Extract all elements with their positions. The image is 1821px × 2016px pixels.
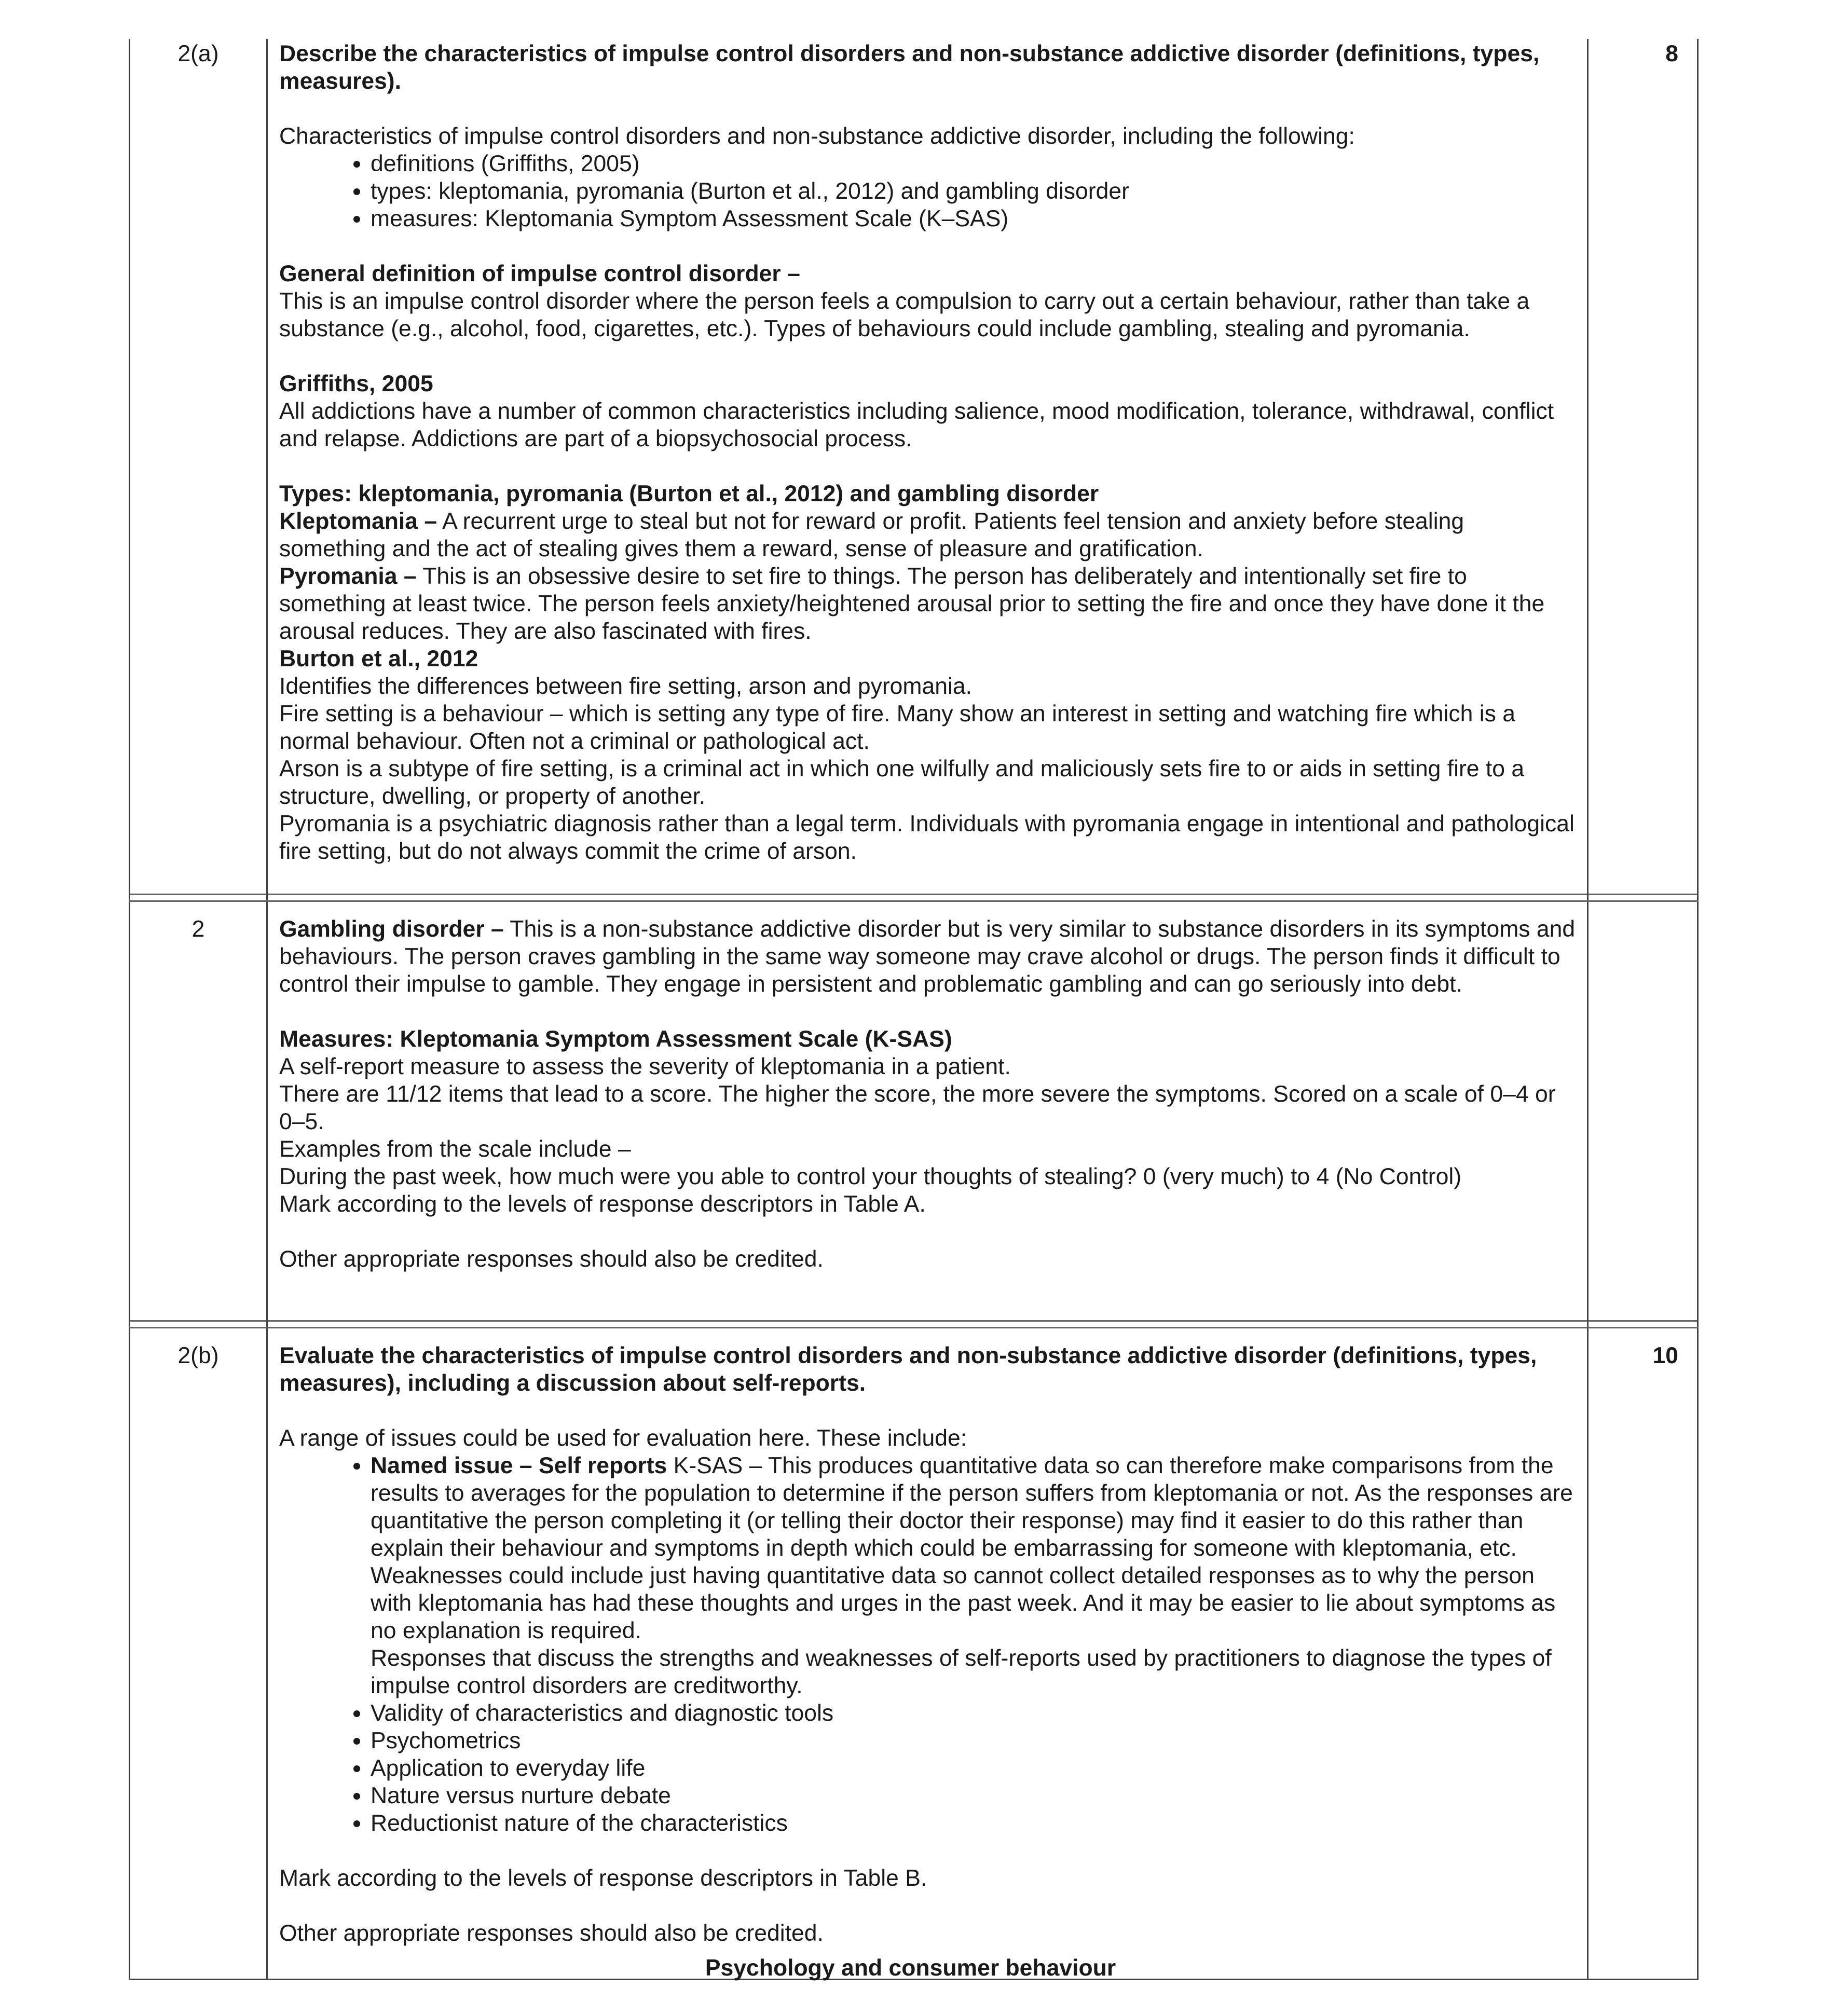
term-label: Kleptomania – [279, 509, 437, 534]
list-item: • types: kleptomania, pyromania (Burton et al., 2012) and gambling disorder [371, 177, 1577, 205]
list-item: • Reductionist nature of the characteristics [371, 1809, 1577, 1837]
answer-intro: Characteristics of impulse control disorders and non-substance addictive disorder, including the following: [279, 124, 1355, 149]
marks-cell: 10 [1588, 1328, 1698, 1980]
table-row [130, 39, 1698, 895]
section-heading: General definition of impulse control disorder – [279, 261, 800, 286]
term-label: Pyromania – [279, 564, 417, 589]
paragraph: Other appropriate responses should also be credited. [279, 1246, 824, 1272]
bullet-list [279, 150, 1577, 232]
paragraph: Arson is a subtype of fire setting, is a criminal act in which one wilfully and maliciously sets fire to or aids in setting fire to a structure, dwelling, or property of another. [279, 756, 1525, 809]
bullet-list [279, 1452, 1577, 1837]
answer-intro: A range of issues could be used for evaluation here. These include: [279, 1425, 967, 1451]
paragraph [279, 563, 1577, 645]
term-label: Named issue – Self reports [371, 1453, 667, 1478]
page-footer: Psychology and consumer behaviour [705, 1955, 1116, 1981]
list-item: • Nature versus nurture debate [371, 1782, 1577, 1809]
paragraph: This is an impulse control disorder where the person feels a compulsion to carry out a certain behaviour, rather than take a substance (e.g., alcohol, food, cigarettes, etc.). Types of behaviours could include gambling, stealing and pyromania. [279, 289, 1530, 341]
answer-cell [267, 901, 1588, 1321]
question-prompt: Describe the characteristics of impulse control disorders and non-substance addictive disorder (definitions, types, measures). [279, 41, 1540, 94]
term-text: A recurrent urge to steal but not for reward or profit. Patients feel tension and anxiety before stealing something and the act of stealing gives them a reward, sense of pleasure and gratification. [279, 509, 1464, 561]
term-text: Responses that discuss the strengths and weaknesses of self-reports used by practitioners to diagnose the types of impulse control disorders are creditworthy. [371, 1645, 1552, 1698]
term-text: This is a non-substance addictive disorder but is very similar to substance disorders in its symptoms and behaviours. The person craves gambling in the same way someone may crave alcohol or drugs. The person finds it difficult to control their impulse to gamble. They engage in persistent and problematic gambling and can go seriously into debt. [279, 916, 1576, 997]
section-heading: Griffiths, 2005 [279, 371, 433, 396]
marks-cell [1588, 901, 1698, 1321]
answer-cell [267, 39, 1588, 895]
list-item: • Psychometrics [371, 1727, 1577, 1754]
list-item [371, 1452, 1577, 1699]
section-heading: Burton et al., 2012 [279, 646, 478, 671]
table-row [130, 901, 1698, 1321]
row-divider [130, 895, 1698, 901]
paragraph: There are 11/12 items that lead to a score. The higher the score, the more severe the symptoms. Scored on a scale of 0–4 or 0–5. [279, 1081, 1556, 1134]
question-number: 2(b) [130, 1328, 267, 1980]
question-number: 2(a) [130, 39, 267, 895]
row-divider [130, 1321, 1698, 1328]
section-heading: Types: kleptomania, pyromania (Burton et al., 2012) and gambling disorder [279, 481, 1099, 506]
paragraph: Other appropriate responses should also be credited. [279, 1921, 824, 1946]
paragraph [279, 508, 1577, 563]
paragraph: All addictions have a number of common characteristics including salience, mood modification, tolerance, withdrawal, conflict and relapse. Addictions are part of a biopsychosocial process. [279, 399, 1554, 451]
table-row [130, 1328, 1698, 1980]
term-text: K-SAS – This produces quantitative data so can therefore make comparisons from the results to averages for the population to determine if the person suffers from kleptomania or not. As the responses are quantitative the person completing it (or telling their doctor their response) may find it easier to do this rather than explain their behaviour and symptoms in depth which could be embarrassing for someone with kleptomania, etc. Weaknesses could include just having quantitative data so cannot collect detailed responses as to why the person with kleptomania has had these thoughts and urges in the past week. And it may be easier to lie about symptoms as no explanation is required. [371, 1453, 1573, 1643]
question-prompt: Evaluate the characteristics of impulse control disorders and non-substance addictive disorder (definitions, types, measures), including a discussion about self-reports. [279, 1343, 1537, 1396]
paragraph: During the past week, how much were you able to control your thoughts of stealing? 0 (very much) to 4 (No Control) [279, 1164, 1462, 1189]
term-text: This is an obsessive desire to set fire to things. The person has deliberately and intentionally set fire to something at least twice. The person feels anxiety/heightened arousal prior to setting the fire and once they have done it the arousal reduces. They are also fascinated with fires. [279, 564, 1545, 644]
paragraph [279, 915, 1577, 998]
paragraph: Identifies the differences between fire setting, arson and pyromania. [279, 674, 972, 699]
list-item: • definitions (Griffiths, 2005) [371, 150, 1577, 177]
paragraph: Mark according to the levels of response descriptors in Table B. [279, 1866, 927, 1891]
paragraph: Mark according to the levels of response descriptors in Table A. [279, 1191, 926, 1217]
mark-scheme-table [129, 39, 1699, 1980]
paragraph: A self-report measure to assess the severity of kleptomania in a patient. [279, 1054, 1011, 1079]
term-label: Gambling disorder – [279, 916, 504, 942]
list-item: • measures: Kleptomania Symptom Assessment Scale (K–SAS) [371, 205, 1577, 232]
paragraph: Fire setting is a behaviour – which is setting any type of fire. Many show an interest in setting and watching fire which is a normal behaviour. Often not a criminal or pathological act. [279, 701, 1515, 754]
list-item: • Validity of characteristics and diagnostic tools [371, 1699, 1577, 1727]
marks-cell: 8 [1588, 39, 1698, 895]
section-heading: Measures: Kleptomania Symptom Assessment Scale (K-SAS) [279, 1026, 952, 1052]
paragraph: Examples from the scale include – [279, 1136, 631, 1162]
answer-cell [267, 1328, 1588, 1980]
paragraph: Pyromania is a psychiatric diagnosis rather than a legal term. Individuals with pyromania engage in intentional and pathological fire setting, but do not always commit the crime of arson. [279, 811, 1574, 864]
question-number: 2 [130, 901, 267, 1321]
list-item: • Application to everyday life [371, 1754, 1577, 1782]
